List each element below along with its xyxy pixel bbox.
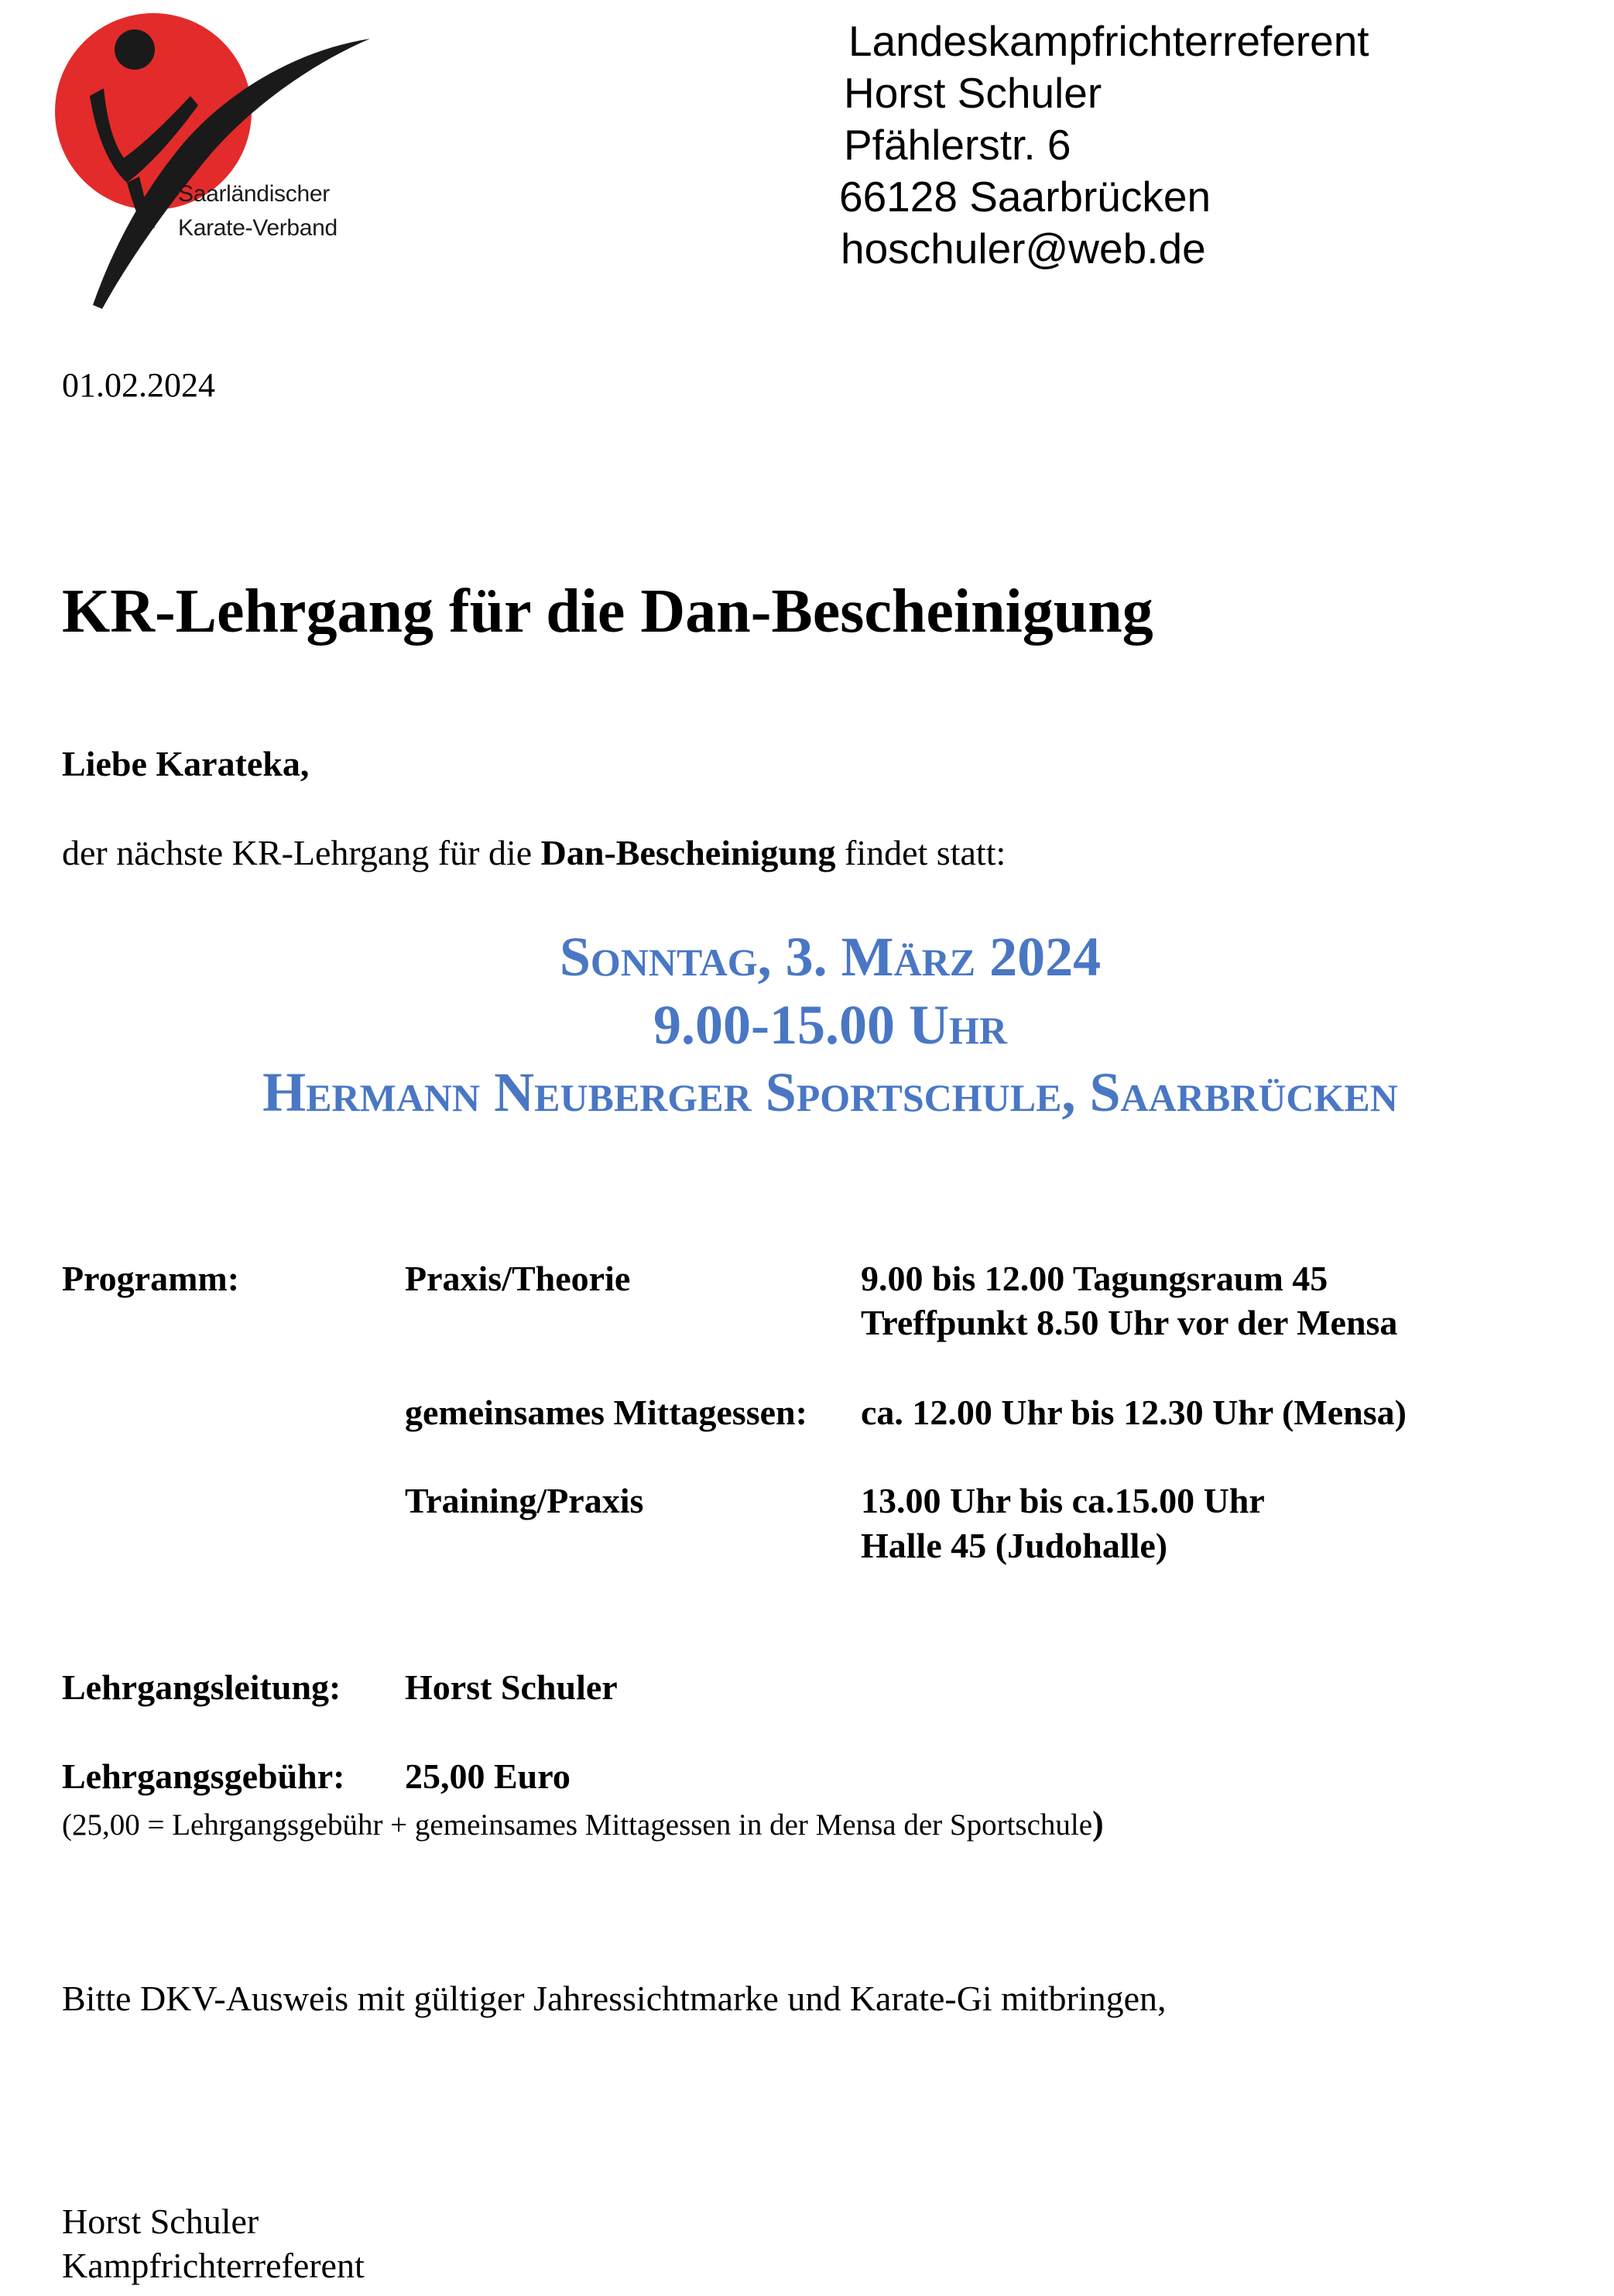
sender-email: hoschuler@web.de [841,224,1206,272]
program-item: Praxis/Theorie [405,1259,631,1298]
page-title: KR-Lehrgang für die Dan-Bescheinigung [62,577,1153,646]
reminder-text: Bitte DKV-Ausweis mit gültiger Jahressichtmarke und Karate-Gi mitbringen, [62,1979,1167,2018]
program-detail: Halle 45 (Judohalle) [861,1526,1168,1565]
document-date: 01.02.2024 [62,366,215,404]
greeting: Liebe Karateka, [62,744,310,783]
program-item: Training/Praxis [405,1481,644,1520]
gebuehr-note-text: (25,00 = Lehrgangsgebühr + gemeinsames Mittagessen in der Mensa der Sportschule [62,1808,1093,1842]
logo-text-line2: Karate-Verband [178,215,338,241]
intro-text-after: findet statt: [835,833,1006,872]
sender-role: Landeskampfrichterreferent [848,17,1369,65]
gebuehr-note [62,1804,1104,1843]
intro-text-before: der nächste KR-Lehrgang für die [62,833,541,872]
sender-address [839,15,1369,275]
gebuehr-value: 25,00 Euro [405,1756,571,1796]
event-time: 9.00-15.00 Uhr [653,994,1007,1056]
program-label: Programm: [62,1259,240,1298]
intro-paragraph [62,832,1006,873]
intro-text-bold: Dan-Bescheinigung [540,833,836,872]
sender-name: Horst Schuler [844,69,1102,117]
signature-role: Kampfrichterreferent [62,2246,365,2285]
sender-street: Pfählerstr. 6 [844,121,1071,169]
signature-name: Horst Schuler [62,2202,259,2241]
gebuehr-label: Lehrgangsgebühr: [62,1756,345,1796]
event-place: Hermann Neuberger Sportschule, Saarbrücken [262,1061,1398,1123]
event-date: Sonntag, 3. März 2024 [559,926,1102,988]
leitung-label: Lehrgangsleitung: [62,1667,341,1707]
gebuehr-note-close: ) [1092,1804,1104,1842]
sender-city: 66128 Saarbrücken [839,173,1211,221]
logo-text-line1: Saarländischer [178,181,330,207]
program-item: gemeinsames Mittagessen: [405,1393,807,1432]
program-detail: 13.00 Uhr bis ca.15.00 Uhr [861,1481,1265,1520]
program-detail: ca. 12.00 Uhr bis 12.30 Uhr (Mensa) [861,1393,1407,1432]
karate-figure-icon [53,11,386,320]
karate-verband-logo [53,11,386,320]
program-detail: Treffpunkt 8.50 Uhr vor der Mensa [861,1303,1398,1342]
program-detail: 9.00 bis 12.00 Tagungsraum 45 [861,1259,1328,1298]
leitung-value: Horst Schuler [405,1667,618,1707]
